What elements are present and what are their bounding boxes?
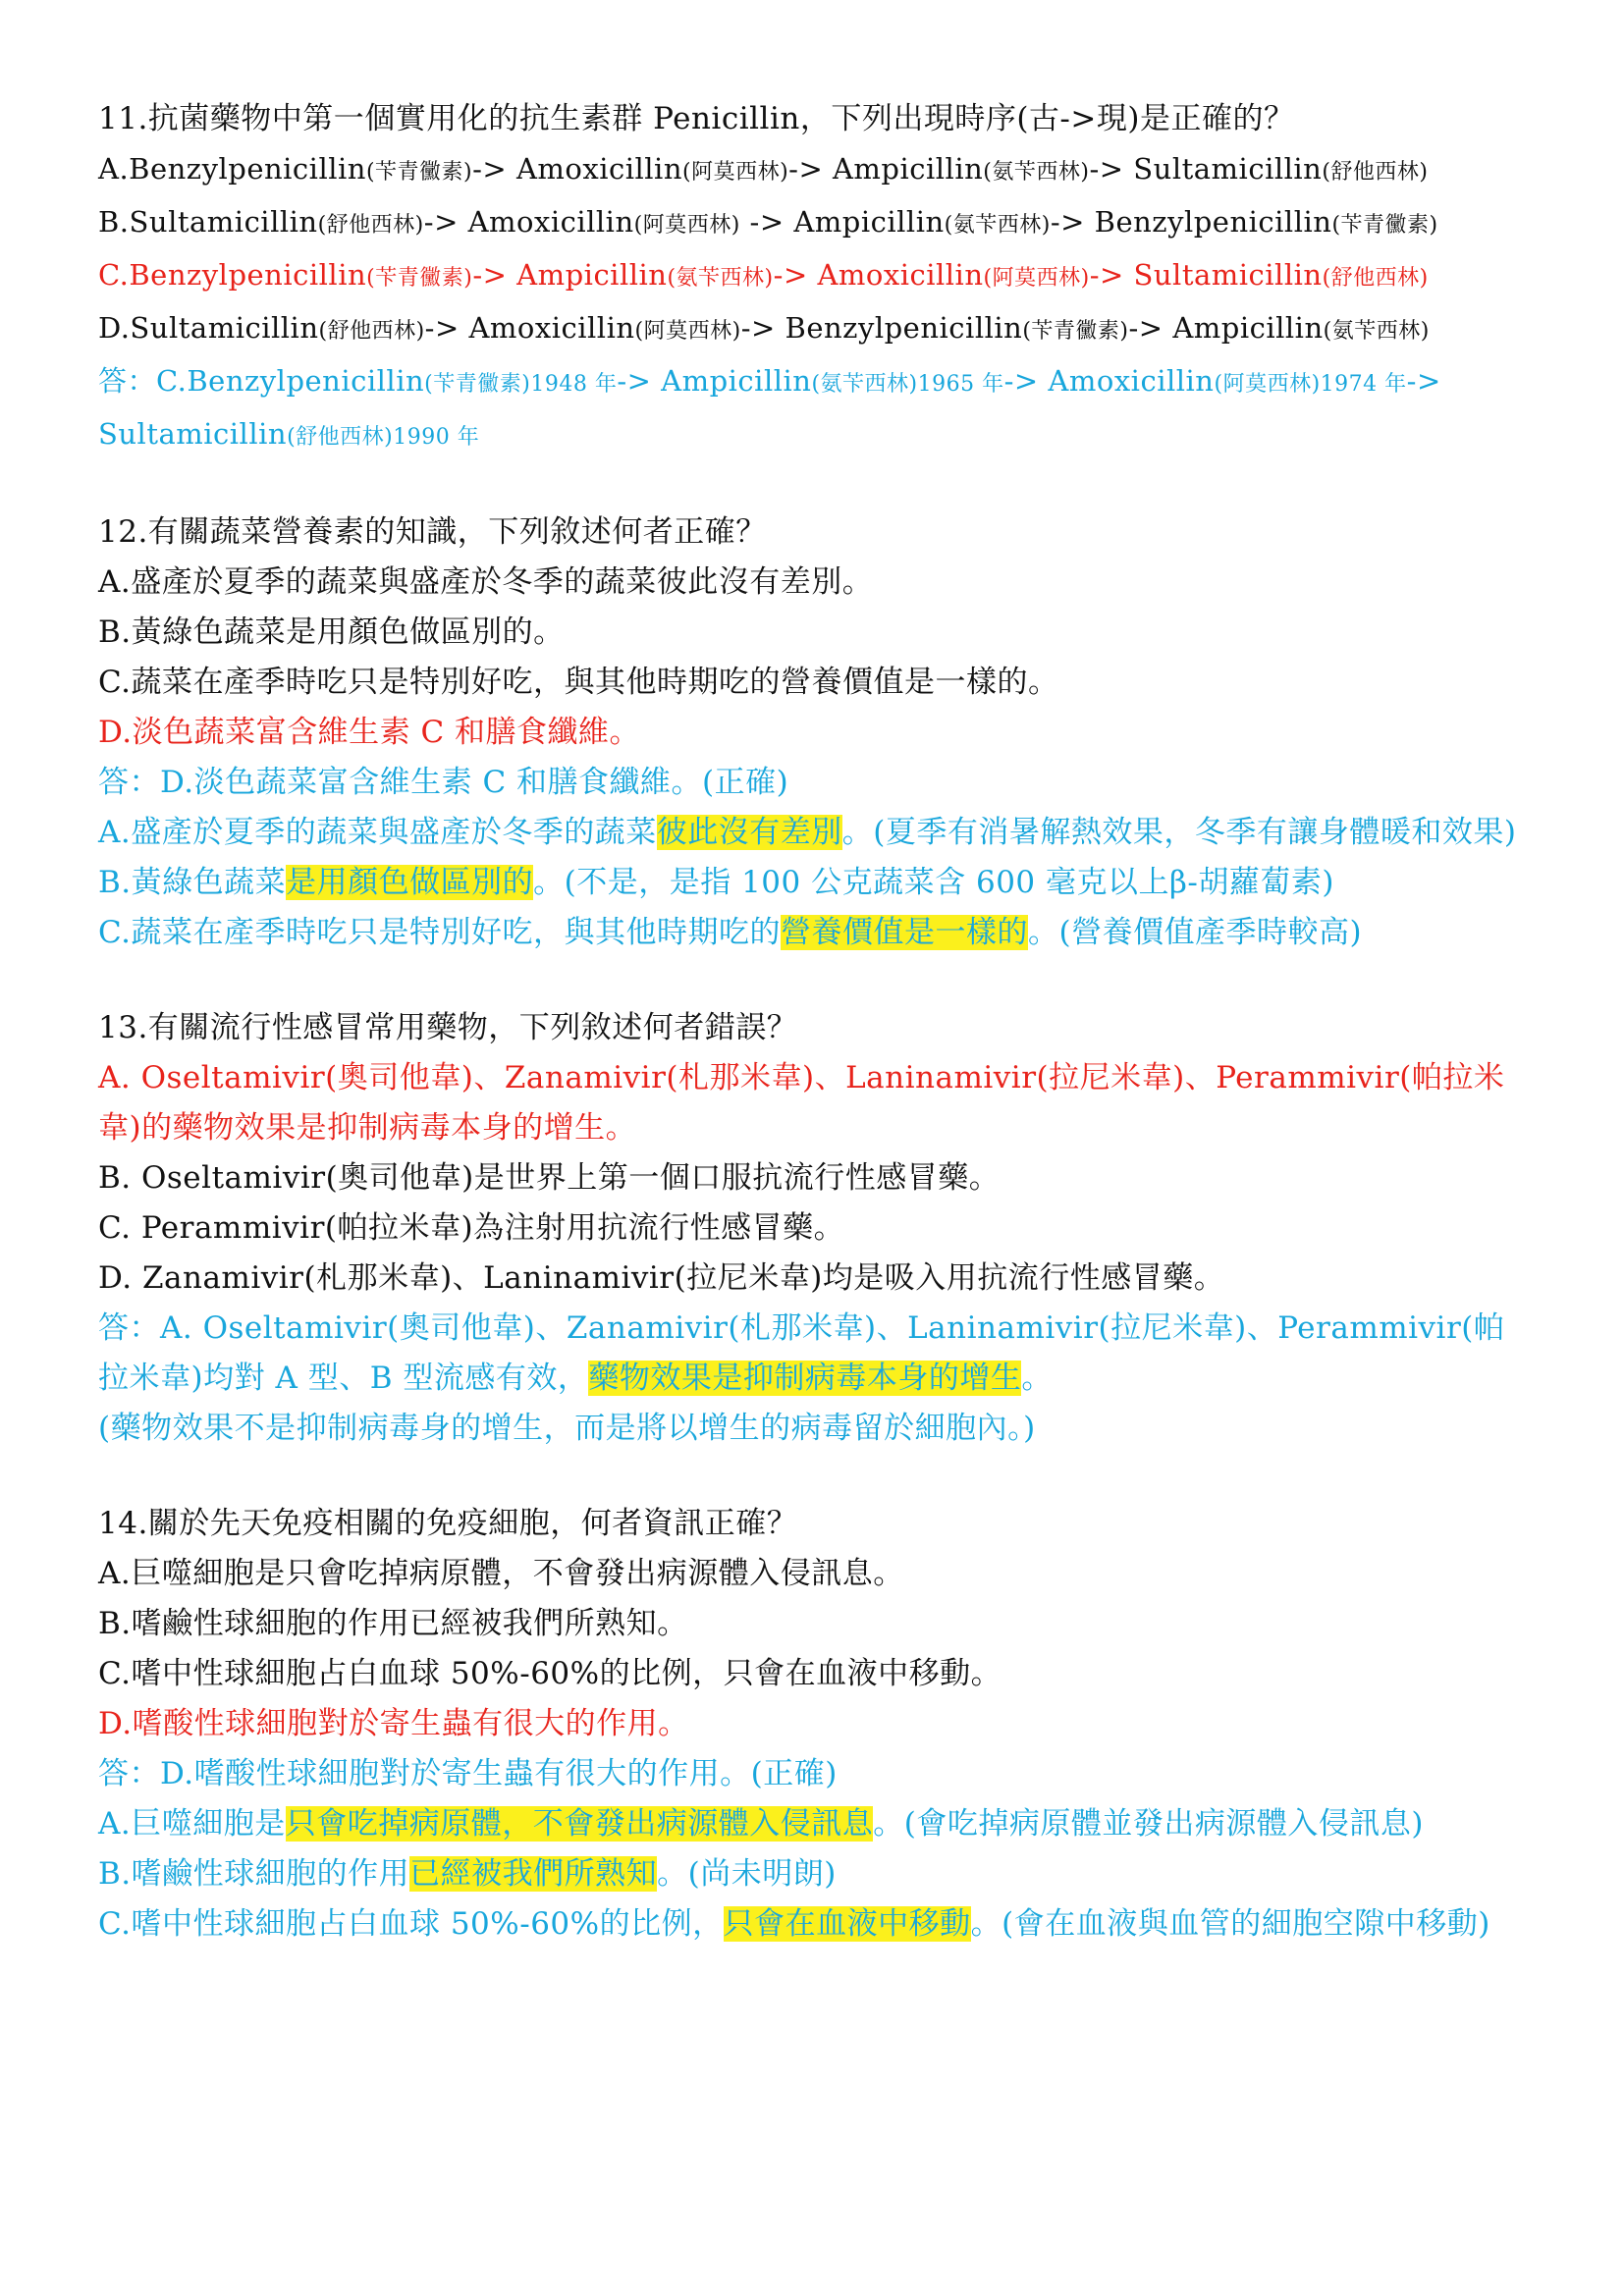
answer-note: (氨苄西林)1965 年 [811,372,1004,397]
explanation-text: C.蔬菜在產季時吃只是特別好吃，與其他時期吃的 [98,915,781,950]
question-13-title: 13.有關流行性感冒常用藥物，下列敘述何者錯誤？ [98,1010,798,1045]
option-b-note: (苄青黴素) [1331,213,1438,238]
question-14-explanation-a [98,1799,1526,1849]
explanation-text: B.黃綠色蔬菜 [98,865,287,900]
question-12-explanation-c [98,908,1526,958]
highlighted-phrase: 只會吃掉病原體，不會發出病源體入侵訊息 [285,1806,874,1842]
answer-part: -> Ampicillin [617,364,812,398]
question-11-answer [98,356,1526,409]
question-12-explanation-a [98,808,1526,858]
highlighted-phrase: 藥物效果是抑制病毒本身的增生 [588,1361,1022,1396]
question-12-option-b: B.黃綠色蔬菜是用顏色做區別的。 [98,614,565,650]
option-d-part: D.Sultamicillin [98,311,319,345]
highlighted-phrase: 營養價值是一樣的 [780,915,1028,950]
option-b-part: -> Ampicillin [739,205,945,239]
answer-text: 答：A. Oseltamivir(奧司他韋)、Zanamivir(札那米韋)、Laninamivir(拉尼米韋)、Perammivir(帕拉米韋)均對 A 型、B 型流感有效， [98,1310,1505,1396]
question-14-option-c: C.嗜中性球細胞占白血球 50%-60%的比例，只會在血液中移動。 [98,1656,1002,1691]
option-a-note: (阿莫西林) [682,160,789,185]
question-14-explanation-c [98,1899,1526,1949]
question-13-note: (藥物效果不是抑制病毒身的增生，而是將以增生的病毒留於細胞內。) [98,1411,1036,1446]
option-c-part: -> Amoxicillin [773,258,984,292]
question-14-answer: 答：D.嗜酸性球細胞對於寄生蟲有很大的作用。(正確) [98,1756,838,1791]
option-a-note: (舒他西林) [1322,160,1429,185]
question-12-option-c: C.蔬菜在產季時吃只是特別好吃，與其他時期吃的營養價值是一樣的。 [98,665,1059,700]
option-a-part: -> Sultamicillin [1089,152,1323,186]
option-d-part: -> Benzylpenicillin [740,311,1023,345]
question-12 [98,507,1526,958]
answer-part: Sultamicillin [98,417,288,451]
explanation-text: A.巨噬細胞是 [98,1806,286,1842]
question-14-option-a: A.巨噬細胞是只會吃掉病原體，不會發出病源體入侵訊息。 [98,1556,904,1591]
option-c-part: C.Benzylpenicillin [98,258,367,292]
answer-note: (舒他西林)1990 年 [287,425,480,450]
option-b-part: -> Amoxicillin [423,205,634,239]
option-b-note: (舒他西林) [317,213,424,238]
explanation-text: C.嗜中性球細胞占白血球 50%-60%的比例， [98,1906,724,1942]
option-b-note: (阿莫西林) [633,213,740,238]
option-a-part: A.Benzylpenicillin [98,152,366,186]
question-14 [98,1499,1526,1949]
option-a-note: (苄青黴素) [365,160,473,185]
option-b-part: B.Sultamicillin [98,205,318,239]
option-d-part: -> Ampicillin [1128,311,1324,345]
highlighted-phrase: 是用顏色做區別的 [286,865,534,900]
option-a-part: -> Amoxicillin [472,152,682,186]
question-11-option-d [98,303,1526,356]
option-c-note: (阿莫西林) [983,266,1090,291]
explanation-text: 。(尚未明朗) [657,1856,837,1892]
question-12-option-a: A.盛產於夏季的蔬菜與盛產於冬季的蔬菜彼此沒有差別。 [98,564,874,600]
option-d-note: (舒他西林) [318,319,425,344]
option-d-part: -> Amoxicillin [424,311,635,345]
explanation-text: 。(會在血液與血管的細胞空隙中移動) [970,1906,1490,1942]
question-14-explanation-b [98,1849,1526,1899]
explanation-text: 。(不是，是指 100 公克蔬菜含 600 毫克以上β-胡蘿蔔素) [533,865,1334,900]
option-c-part: -> Sultamicillin [1089,258,1323,292]
question-13-option-d: D. Zanamivir(札那米韋)、Laninamivir(拉尼米韋)均是吸入用抗流行性感冒藥。 [98,1260,1225,1296]
explanation-text: A.盛產於夏季的蔬菜與盛產於冬季的蔬菜 [98,815,657,850]
option-d-note: (阿莫西林) [634,319,741,344]
option-a-note: (氨苄西林) [983,160,1090,185]
question-14-option-b: B.嗜鹼性球細胞的作用已經被我們所熟知。 [98,1606,688,1641]
highlighted-phrase: 只會在血液中移動 [723,1906,971,1942]
question-11 [98,94,1526,462]
question-12-option-d-correct: D.淡色蔬菜富含維生素 C 和膳食纖維。 [98,715,641,750]
option-d-note: (氨苄西林) [1323,319,1430,344]
answer-part: -> Amoxicillin [1003,364,1215,398]
option-b-note: (氨苄西林) [944,213,1051,238]
answer-note: (苄青黴素)1948 年 [424,372,618,397]
question-11-option-a [98,144,1526,197]
explanation-text: 。(營養價值產季時較高) [1027,915,1363,950]
question-11-option-c-correct [98,250,1526,303]
question-12-title: 12.有關蔬菜營養素的知識，下列敘述何者正確？ [98,514,767,550]
question-12-answer: 答：D.淡色蔬菜富含維生素 C 和膳食纖維。(正確) [98,765,789,800]
question-13-option-c: C. Perammivir(帕拉米韋)為注射用抗流行性感冒藥。 [98,1210,845,1246]
option-a-part: -> Ampicillin [788,152,984,186]
answer-part: 答：C.Benzylpenicillin [98,364,425,398]
explanation-text: 。(夏季有消暑解熱效果，冬季有讓身體暖和效果) [841,815,1517,850]
question-13-answer [98,1304,1526,1404]
answer-text: 。 [1021,1361,1053,1396]
option-c-note: (苄青黴素) [366,266,473,291]
highlighted-phrase: 已經被我們所熟知 [409,1856,658,1892]
option-d-note: (苄青黴素) [1022,319,1129,344]
answer-part: -> [1406,364,1441,398]
explanation-text: 。(會吃掉病原體並發出病源體入侵訊息) [873,1806,1424,1842]
question-14-option-d-correct: D.嗜酸性球細胞對於寄生蟲有很大的作用。 [98,1706,689,1741]
question-11-option-b [98,197,1526,250]
explanation-text: B.嗜鹼性球細胞的作用 [98,1856,410,1892]
option-c-part: -> Ampicillin [472,258,668,292]
question-13 [98,1003,1526,1454]
answer-note: (阿莫西林)1974 年 [1214,372,1407,397]
option-c-note: (氨苄西林) [667,266,774,291]
question-11-title: 11.抗菌藥物中第一個實用化的抗生素群 Penicillin，下列出現時序(古->現)是正確的？ [98,101,1295,136]
question-11-answer-continued [98,409,1526,462]
question-13-option-a-correct: A. Oseltamivir(奧司他韋)、Zanamivir(札那米韋)、Laninamivir(拉尼米韋)、Perammivir(帕拉米韋)的藥物效果是抑制病毒本身的增生。 [98,1060,1505,1146]
question-13-option-b: B. Oseltamivir(奧司他韋)是世界上第一個口服抗流行性感冒藥。 [98,1160,1001,1196]
question-14-title: 14.關於先天免疫相關的免疫細胞，何者資訊正確？ [98,1506,798,1541]
option-c-note: (舒他西林) [1322,266,1429,291]
question-12-explanation-b [98,858,1526,908]
option-b-part: -> Benzylpenicillin [1050,205,1332,239]
highlighted-phrase: 彼此沒有差別 [656,815,842,850]
